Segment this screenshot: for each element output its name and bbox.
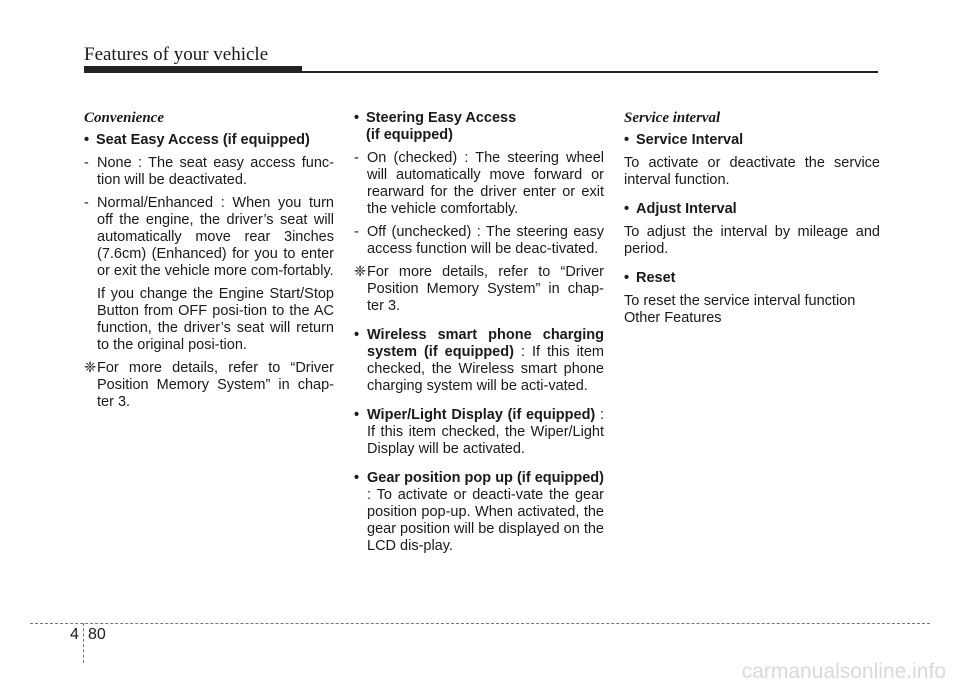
list-item <box>354 224 604 258</box>
bullet-label: Seat Easy Access (if equipped) <box>96 132 310 148</box>
bullet-icon: • <box>84 132 90 148</box>
bullet-wiper-light-display <box>354 407 604 458</box>
note-item <box>84 360 334 411</box>
footer-divider <box>30 623 930 624</box>
paragraph: To adjust the interval by mileage and period. <box>624 224 880 257</box>
list-item-text: On (checked) : The steering wheel will automatically move forward or rearward for the driver enter or exit the vehicle comfortably. <box>367 150 604 217</box>
dash-marker: - <box>84 195 89 211</box>
bullet-icon: • <box>354 470 360 486</box>
section-heading-convenience: Convenience <box>84 110 164 126</box>
bullet-icon: • <box>624 270 630 286</box>
header-rule-thin <box>84 71 878 73</box>
list-item-text: Normal/Enhanced : When you turn off the engine, the driver’s seat will automatically move rear 3inches (7.6cm) (Enhanced) for you to enter or exit the vehicle more com-fortably. <box>97 195 334 279</box>
dash-marker: - <box>84 155 89 171</box>
bullet-label-line1: Steering Easy Access <box>366 110 517 126</box>
bullet-bold-label: Wiper/Light Display (if equipped) <box>367 407 596 423</box>
list-item <box>84 195 334 280</box>
bullet-label: Service Interval <box>636 132 744 148</box>
bullet-icon: • <box>354 407 360 423</box>
bullet-label: Reset <box>636 270 676 286</box>
bullet-bold-label: Gear position pop up (if equipped) <box>367 470 604 486</box>
footer-vertical-divider <box>83 623 84 663</box>
bullet-label-line2: (if equipped) <box>366 127 453 143</box>
bullet-label: Adjust Interval <box>636 201 737 217</box>
paragraph-line2: Other Features <box>624 310 722 326</box>
column-convenience <box>84 110 334 417</box>
bullet-steering-easy-access <box>354 110 604 144</box>
note-text: For more details, refer to “Driver Position Memory System” in chap-ter 3. <box>97 360 334 410</box>
bullet-icon: • <box>624 201 630 217</box>
section-heading-service-interval: Service interval <box>624 110 721 126</box>
note-icon: ❈ <box>84 360 97 376</box>
bullet-text <box>367 470 604 555</box>
watermark: carmanualsonline.info <box>741 660 946 683</box>
paragraph: To activate or deactivate the service interval function. <box>624 155 880 188</box>
bullet-wireless-charging <box>354 327 604 395</box>
paragraph-line1: To reset the service interval function <box>624 293 856 309</box>
list-item <box>84 155 334 189</box>
list-item-text: None : The seat easy access func-tion will be deactivated. <box>97 155 334 188</box>
list-item-text: Off (unchecked) : The steering easy access function will be deac-tivated. <box>367 224 604 257</box>
bullet-text <box>367 407 604 458</box>
bullet-icon: • <box>354 327 360 343</box>
paragraph <box>624 293 880 327</box>
bullet-adjust-interval <box>624 201 880 218</box>
bullet-description: : If this item checked, the Wiper/Light Display will be activated. <box>367 407 604 457</box>
chapter-number: 4 <box>70 626 79 643</box>
note-item <box>354 264 604 315</box>
page-number: 80 <box>88 626 106 643</box>
bullet-text <box>367 327 604 395</box>
column-service-interval <box>624 110 880 333</box>
list-item-continuation: If you change the Engine Start/Stop Button from OFF posi-tion to the AC function, the driver’s seat will return to the original posi-tion. <box>97 286 334 353</box>
bullet-gear-position-popup <box>354 470 604 555</box>
bullet-reset <box>624 270 880 287</box>
note-icon: ❈ <box>354 264 367 280</box>
dash-marker: - <box>354 224 359 240</box>
list-item <box>354 150 604 218</box>
bullet-description: : If this item checked, the Wireless smart phone charging system will be acti-vated. <box>367 344 604 394</box>
bullet-icon: • <box>354 110 360 126</box>
note-text: For more details, refer to “Driver Position Memory System” in chap-ter 3. <box>367 264 604 314</box>
dash-marker: - <box>354 150 359 166</box>
bullet-seat-easy-access <box>84 132 334 149</box>
bullet-bold-label: Wireless smart phone charging system (if equipped) <box>367 327 604 360</box>
bullet-service-interval <box>624 132 880 149</box>
column-steering <box>354 110 604 561</box>
bullet-icon: • <box>624 132 630 148</box>
page-header-title: Features of your vehicle <box>84 44 269 65</box>
bullet-label <box>366 110 516 144</box>
bullet-description: : To activate or deacti-vate the gear position pop-up. When activated, the gear position will be displayed on the LCD dis-play. <box>367 487 604 554</box>
